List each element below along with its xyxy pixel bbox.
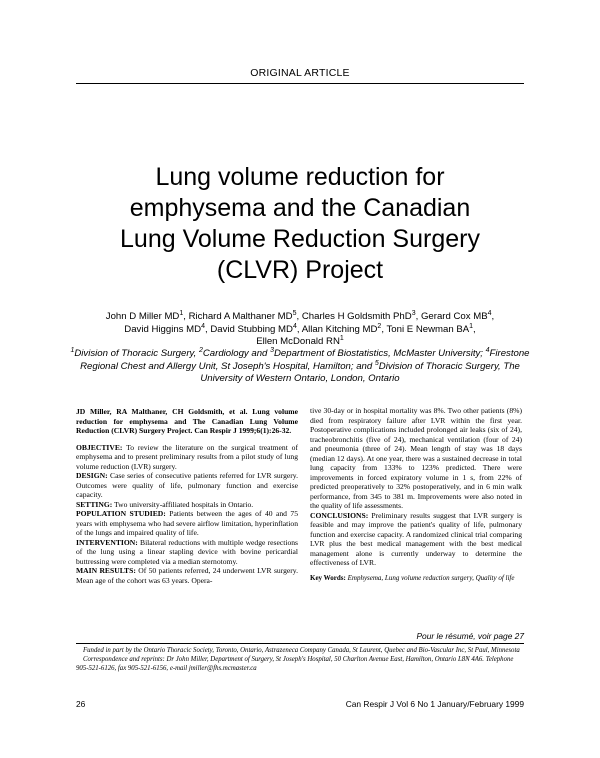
abstract-design: DESIGN: Case series of consecutive patients referred for LVR surgery. Outcomes were quality of life, pulmonary function and exercise capacity. (76, 471, 298, 499)
author: David Stubbing $MD^4$ (210, 322, 297, 335)
footnote-rule (76, 643, 524, 644)
abstract-results: MAIN RESULTS: Of 50 patients referred, 24 underwent LVR surgery. Mean age of the cohort was 63 years. Opera- (76, 566, 298, 585)
keywords: Key Words: Emphysema, Lung volume reduction surgery, Quality of life (310, 573, 515, 582)
journal-citation: Can Respir J Vol 6 No 1 January/February 1999 (345, 699, 524, 709)
french-abstract-link[interactable]: Pour le résumé, voir page 27 (416, 631, 524, 641)
section-label: ORIGINAL ARTICLE (250, 67, 350, 79)
author: Ellen McDonald $RN^1$ (256, 334, 344, 347)
title-line: (CLVR) Project (216, 256, 384, 284)
funding-note: Funded in part by the Ontario Thoracic Society, Toronto, Ontario, Astrazeneca Company Canada, St Laurent, Quebec and Bio-Vascular Inc, St Paul, Minnesota (83, 647, 520, 654)
abstract-results-continued: tive 30-day or in hospital mortality was 8%. Two other patients (8%) died from respiratory failure after LVR within the first year. Postoperative complications included prolonged air leaks (six of 24), tracheobronchitis (five of 24), mechanical ventilation (four of 24) and pneumonia (three of 24). Mean length of stay was 18 days (median 12 days). At one year, there was a sustained decrease in total lung capacity from 133% to 123% predicted. There were improvements in forced expiratory volume in 1 s, from 22% of predicted preoperatively to 32% postoperatively, and in 6 min walk performance, from 345 to 381 m. Improvements were also noted in the quality of life assessments. (310, 406, 522, 510)
header-rule (76, 83, 524, 84)
correspondence-note: Correspondence and reprints: Dr John Miller, Department of Surgery, St Joseph's Hospital, 50 Charlton Avenue East, Hamilton, Ontario L8N 4A6. Telephone 905-521-6126, fax 905-521-6156, e-mail jmiller@fhs.mcmaster.ca (76, 655, 514, 672)
author-list: John D Miller $MD^1$, Richard A Malthaner $MD^5$, Charles H Goldsmith PhD$^3$, Gerard Cox $MB^4$, David Higgins $MD^4$, David Stubbing $MD^4$, Allan Kitching $MD^2$, Toni E Newman $BA^1$, Ellen McDonald $RN^1$ (105, 309, 495, 347)
citation: JD Miller, RA Malthaner, CH Goldsmith, et al. Lung volume reduction for emphysema and The Canadian Lung Volume Reduction (CLVR) Surgery Project. Can Respir J 1999;6(1):26-32. (76, 407, 298, 435)
abstract-objective: OBJECTIVE: To review the literature on the surgical treatment of emphysema and to present preliminary results from a pilot study of lung volume reduction (LVR) surgery. (76, 442, 298, 471)
article-title (60, 162, 540, 286)
abstract-right-column (310, 406, 522, 583)
author: Charles H Goldsmith PhD$^3$ (301, 309, 416, 322)
abstract-setting: SETTING: Two university-affiliated hospitals in Ontario. (76, 499, 254, 509)
author: Toni E Newman $BA^1$ (386, 322, 474, 335)
author: John D Miller $MD^1$ (105, 309, 184, 322)
author: David Higgins $MD^4$ (124, 322, 205, 335)
author: Allan Kitching $MD^2$ (301, 322, 382, 335)
affiliations: $^1$Division of Thoracic Surgery, $^2$Cardiology and $^3$Department of Biostatistics, McMaster University; $^4$Firestone Regional Chest and Allergy Unit, St Joseph's Hospital, Hamilton; and $^5$Division of Thoracic Surgery, The University of Western Ontario, London, Ontario (70, 346, 530, 384)
author: Gerard Cox $MB^4$ (420, 309, 492, 322)
title-line: Lung Volume Reduction Surgery (120, 225, 480, 253)
author: Richard A Malthaner $MD^5$ (188, 309, 297, 322)
page-number: 26 (76, 699, 86, 709)
abstract-intervention: INTERVENTION: Bilateral reductions with multiple wedge resections of the lung using a linear stapling device with bovine pericardial buttressing were completed via a median sternotomy. (76, 537, 298, 566)
footnotes (76, 647, 524, 673)
abstract-left-column (76, 407, 298, 585)
title-line: emphysema and the Canadian (129, 194, 471, 222)
title-line: Lung volume reduction for (155, 163, 445, 191)
abstract-population: POPULATION STUDIED: Patients between the ages of 40 and 75 years with emphysema who had severe airflow limitation, hyperinflation of the lungs and impaired quality of life. (76, 509, 298, 537)
abstract-conclusions: CONCLUSIONS: Preliminary results suggest that LVR surgery is feasible and may improve the patient's quality of life, pulmonary function and exercise capacity. A randomized clinical trial comparing LVR plus the best medical management with the best medical management alone is currently underway to determine the effectiveness of LVR. (310, 510, 522, 567)
